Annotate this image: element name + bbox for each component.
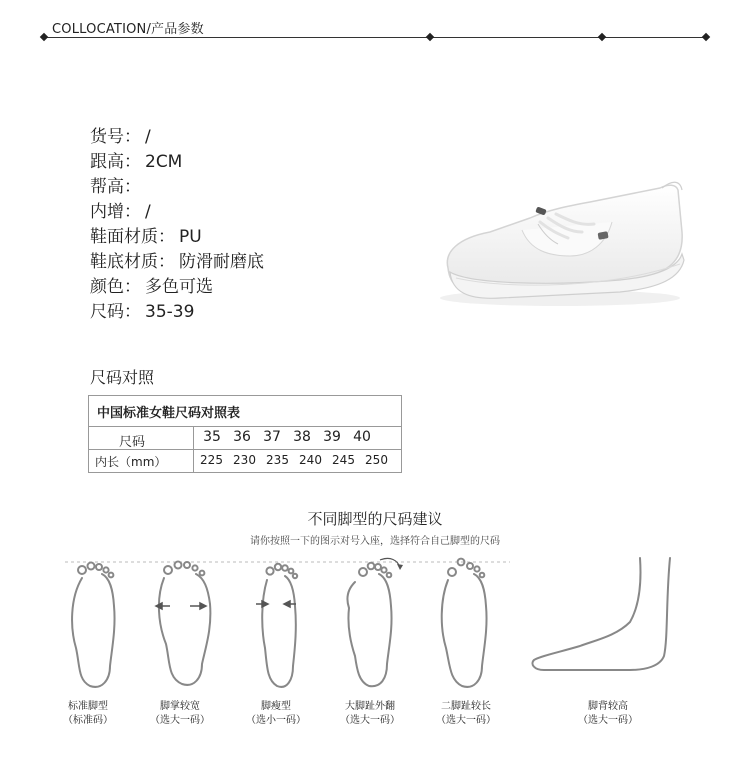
param-upper-material: 鞋面材质： PU bbox=[90, 227, 202, 247]
size-table bbox=[88, 395, 402, 473]
param-item-number: 货号： / bbox=[90, 127, 151, 147]
product-params bbox=[90, 125, 264, 325]
param-heel-height: 跟高： 2CM bbox=[90, 152, 183, 172]
foot-bunion-icon bbox=[347, 563, 391, 687]
foot-caption-long-second-toe: 二脚趾较长 （选大一码） bbox=[436, 701, 496, 726]
length-cell: 240 bbox=[299, 453, 322, 467]
param-sole-material: 鞋底材质： 防滑耐磨底 bbox=[90, 252, 264, 272]
product-shoe-image bbox=[430, 160, 710, 320]
header-divider bbox=[44, 37, 706, 38]
foot-type-subtitle: 请你按照一下的图示对号入座，选择符合自己脚型的尺码 bbox=[250, 536, 500, 547]
foot-high-instep-icon bbox=[532, 558, 670, 670]
param-color: 颜色： 多色可选 bbox=[90, 277, 213, 297]
table-divider bbox=[193, 426, 194, 472]
divider-diamond-left bbox=[40, 33, 48, 41]
param-inner-lift: 内增： / bbox=[90, 202, 151, 222]
length-row-label: 内长（mm） bbox=[95, 455, 167, 469]
length-cell: 250 bbox=[365, 453, 388, 467]
foot-type-illustrations bbox=[0, 548, 750, 698]
size-cell: 36 bbox=[233, 429, 251, 445]
size-cell: 35 bbox=[203, 429, 221, 445]
length-cell: 225 bbox=[200, 453, 223, 467]
param-upper-height: 帮高： bbox=[90, 177, 141, 197]
length-cell: 235 bbox=[266, 453, 289, 467]
foot-long-second-toe-icon bbox=[442, 559, 487, 687]
foot-thin-icon bbox=[262, 564, 297, 687]
foot-caption-thin: 脚瘦型 （选小一码） bbox=[246, 701, 306, 726]
size-table-title: 中国标准女鞋尺码对照表 bbox=[97, 406, 241, 421]
size-chart-title: 尺码对照 bbox=[90, 368, 155, 387]
foot-caption-high-instep: 脚背较高 （选大一码） bbox=[578, 701, 638, 726]
divider-diamond-mid bbox=[426, 33, 434, 41]
foot-standard-icon bbox=[72, 563, 114, 687]
length-cell: 230 bbox=[233, 453, 256, 467]
section-title: COLLOCATION/产品参数 bbox=[52, 22, 204, 37]
size-row-label: 尺码 bbox=[119, 435, 146, 450]
foot-type-title: 不同脚型的尺码建议 bbox=[307, 510, 443, 528]
size-cell: 39 bbox=[323, 429, 341, 445]
divider-diamond-mid2 bbox=[598, 33, 606, 41]
size-cell: 37 bbox=[263, 429, 281, 445]
table-divider bbox=[89, 426, 401, 427]
foot-caption-wide: 脚掌较宽 （选大一码） bbox=[150, 701, 210, 726]
param-size: 尺码： 35-39 bbox=[90, 302, 195, 322]
length-cell: 245 bbox=[332, 453, 355, 467]
size-cell: 38 bbox=[293, 429, 311, 445]
size-cell: 40 bbox=[353, 429, 371, 445]
foot-wide-icon bbox=[159, 562, 210, 685]
divider-diamond-right bbox=[702, 33, 710, 41]
foot-caption-standard: 标准脚型 （标准码） bbox=[63, 701, 113, 726]
foot-caption-bunion: 大脚趾外翻 （选大一码） bbox=[340, 701, 400, 726]
